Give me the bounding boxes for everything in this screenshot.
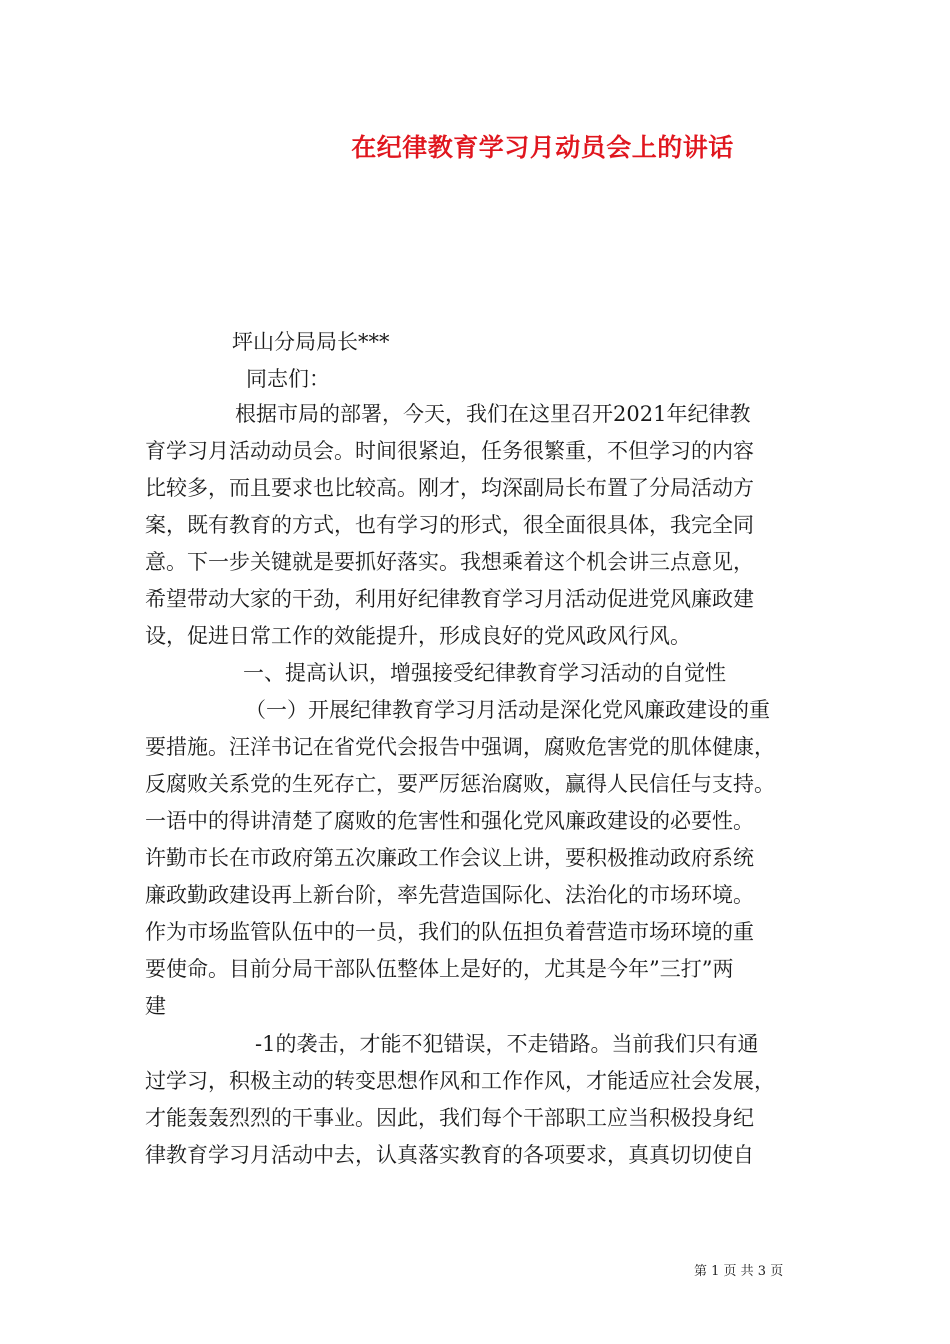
paragraph-line: 律教育学习月活动中去，认真落实教育的各项要求，真真切切使自: [145, 1143, 754, 1167]
salutation: 同志们：: [246, 367, 330, 391]
paragraph-line: 根据市局的部署，今天，我们在这里召开2021年纪律教: [235, 402, 751, 426]
author-line: 坪山分局局长***: [232, 330, 390, 354]
paragraph-line: 设，促进日常工作的效能提升，形成良好的党风政风行风。: [145, 624, 691, 648]
document-title: 在纪律教育学习月动员会上的讲话: [351, 133, 734, 162]
paragraph-line: 过学习，积极主动的转变思想作风和工作作风，才能适应社会发展，: [145, 1069, 775, 1093]
section-1: [145, 655, 813, 1025]
paragraph-line: 意。下一步关键就是要抓好落实。我想乘着这个机会讲三点意见，: [145, 550, 754, 574]
paragraph-line: （一）开展纪律教育学习月活动是深化党风廉政建设的重: [245, 698, 770, 722]
paragraph-line: 廉政勤政建设再上新台阶，率先营造国际化、法治化的市场环境。: [145, 883, 754, 907]
paragraph-line: 希望带动大家的干劲，利用好纪律教育学习月活动促进党风廉政建: [145, 587, 754, 611]
paragraph-line: 比较多，而且要求也比较高。刚才，均深副局长布置了分局活动方: [145, 476, 754, 500]
paragraph-line: 反腐败关系党的生死存亡，要严厉惩治腐败，赢得人民信任与支持。: [145, 772, 775, 796]
page-number: 第 1 页 共 3 页: [694, 1264, 784, 1279]
paragraph-line: 作为市场监管队伍中的一员，我们的队伍担负着营造市场环境的重: [145, 920, 754, 944]
paragraph-line: 要措施。汪洋书记在省党代会报告中强调，腐败危害党的肌体健康，: [145, 735, 775, 759]
paragraph-line: -1的袭击，才能不犯错误，不走错路。当前我们只有通: [255, 1032, 759, 1056]
paragraph-line: 许勤市长在市政府第五次廉政工作会议上讲，要积极推动政府系统: [145, 846, 754, 870]
paragraph-3: [145, 1026, 813, 1174]
paragraph-1: [145, 396, 813, 655]
paragraph-line: 才能轰轰烈烈的干事业。因此，我们每个干部职工应当积极投身纪: [145, 1106, 754, 1130]
paragraph-line: 一语中的得讲清楚了腐败的危害性和强化党风廉政建设的必要性。: [145, 809, 754, 833]
paragraph-line: 育学习月活动动员会。时间很紧迫，任务很繁重，不但学习的内容: [145, 439, 754, 463]
paragraph-line: 建: [145, 994, 166, 1018]
paragraph-line: 案，既有教育的方式，也有学习的形式，很全面很具体，我完全同: [145, 513, 754, 537]
section-heading: 一、提高认识，增强接受纪律教育学习活动的自觉性: [243, 661, 726, 685]
paragraph-line: 要使命。目前分局干部队伍整体上是好的，尤其是今年”三打”两: [145, 957, 734, 981]
